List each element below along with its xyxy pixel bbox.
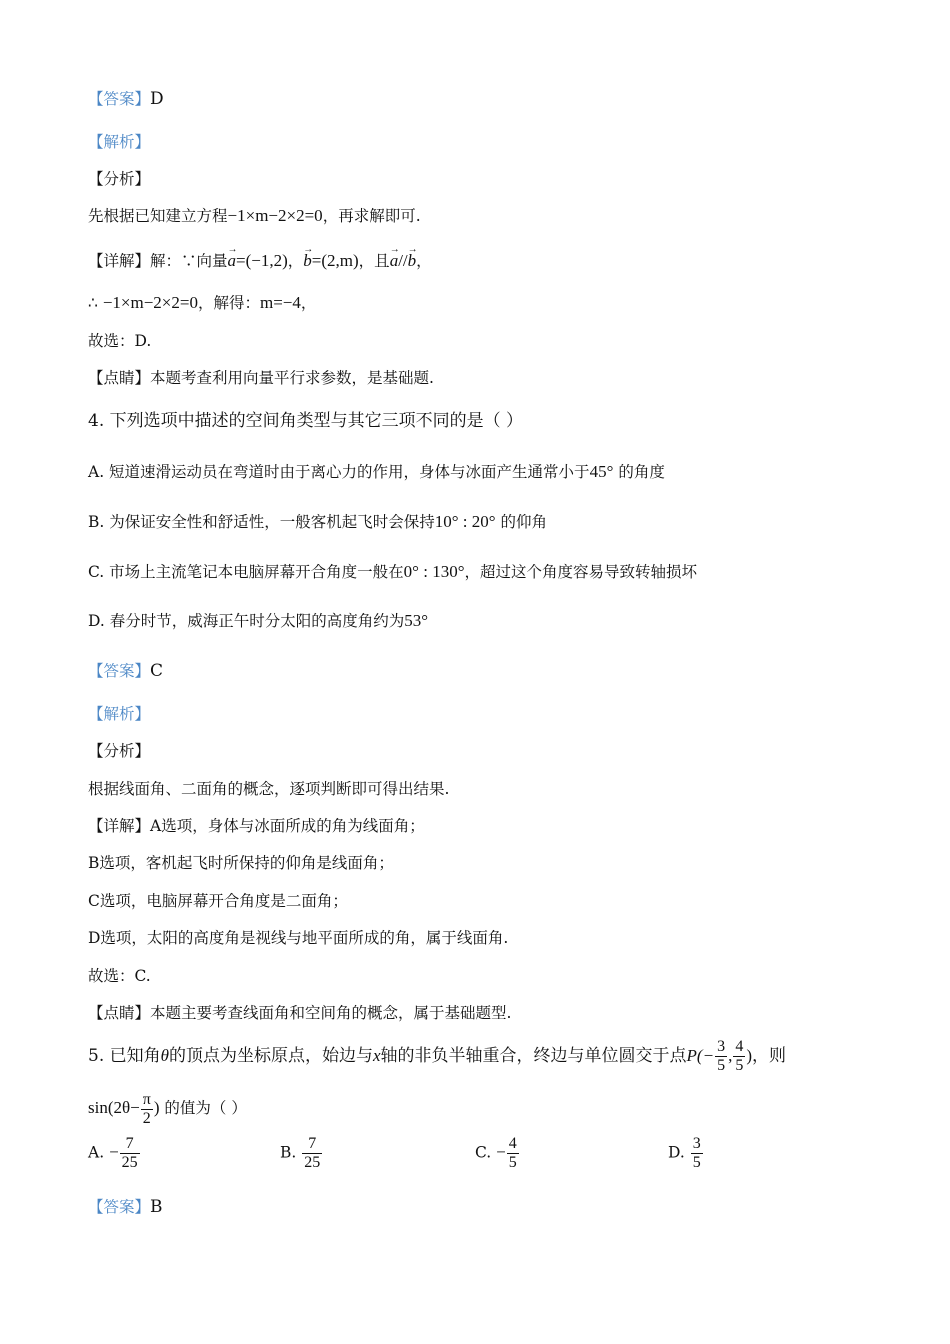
vector-b: → b xyxy=(303,250,312,272)
fenxi-label: 【分析】 xyxy=(88,742,151,760)
q3-dianjing: 【点睛】本题考查利用向量平行求参数，是基础题. xyxy=(88,369,434,387)
solution: m=−4 xyxy=(260,293,301,312)
q4-stem: 4. 下列选项中描述的空间角类型与其它三项不同的是（ ） xyxy=(88,411,524,431)
q3-detail: 【详解】解：∵向量→ a=(−1,2)，→ b=(2,m)，且→ a//→ b， xyxy=(88,250,432,272)
jiexi-label: 【解析】 xyxy=(88,133,151,151)
q4-answer-line: 【答案】C xyxy=(88,661,164,681)
jiexi-label: 【解析】 xyxy=(88,705,151,723)
q5-answer-line: 【答案】B xyxy=(88,1197,163,1217)
equation: −1×m−2×2=0 xyxy=(227,206,323,225)
fenxi-label: 【分析】 xyxy=(88,170,151,188)
q4-detail-b: B选项，客机起飞时所保持的仰角是线面角； xyxy=(88,854,394,872)
answer-value: D xyxy=(150,89,164,109)
q4-detail-d: D选项，太阳的高度角是视线与地平面所成的角，属于线面角. xyxy=(88,929,509,947)
q5-stem-cont: sin(2θ− $\frac{\pi}{2}$ ) 的值为（ ） xyxy=(88,1090,247,1127)
fenxi-text: 先根据已知建立方程−1×m−2×2=0，再求解即可. xyxy=(88,206,421,225)
q4-option-d: D. 春分时节，威海正午时分太阳的高度角约为53° xyxy=(88,611,429,630)
q5-option-b: B. $\frac{7}{25}$ xyxy=(280,1135,321,1171)
q4-detail-c: C选项，电脑屏幕开合角度是二面角； xyxy=(88,892,348,910)
q5-option-d: D. $\frac{3}{5}$ xyxy=(668,1135,701,1171)
q4-choose: 故选：C. xyxy=(88,967,151,985)
q4-option-a: A. 短道速滑运动员在弯道时由于离心力的作用，身体与冰面产生通常小于45° 的角度 xyxy=(88,462,665,481)
q5-option-c: C. − $\frac{4}{5}$ xyxy=(475,1135,517,1171)
q3-answer-line xyxy=(88,88,164,110)
vector-a: → a xyxy=(228,250,237,272)
fenxi-text: 根据线面角、二面角的概念，逐项判断即可得出结果. xyxy=(88,780,450,798)
q4-detail-a: 【详解】A选项，身体与冰面所成的角为线面角； xyxy=(88,817,425,835)
answer-value: C xyxy=(150,661,164,681)
q4-option-c: C. 市场上主流笔记本电脑屏幕开合角度一般在0° : 130°，超过这个角度容易导致转轴损坏 xyxy=(88,562,698,581)
q5-stem: 5. 已知角θ的顶点为坐标原点，始边与x轴的非负半轴重合，终边与单位圆交于点P(− $\frac{3}{5}$ , $\frac{4}{5}$ )，则 xyxy=(88,1038,786,1074)
answer-label: 【答案】 xyxy=(88,90,151,108)
q4-dianjing: 【点睛】本题主要考查线面角和空间角的概念，属于基础题型. xyxy=(88,1004,512,1022)
q3-therefore: ∴ −1×m−2×2=0，解得：m=−4， xyxy=(88,293,317,312)
q5-option-a: A. − $\frac{7}{25}$ xyxy=(88,1135,138,1171)
q4-option-b: B. 为保证安全性和舒适性，一般客机起飞时会保持10° : 20° 的仰角 xyxy=(88,512,548,531)
q3-choose: 故选：D. xyxy=(88,332,152,350)
answer-value: B xyxy=(150,1197,163,1217)
